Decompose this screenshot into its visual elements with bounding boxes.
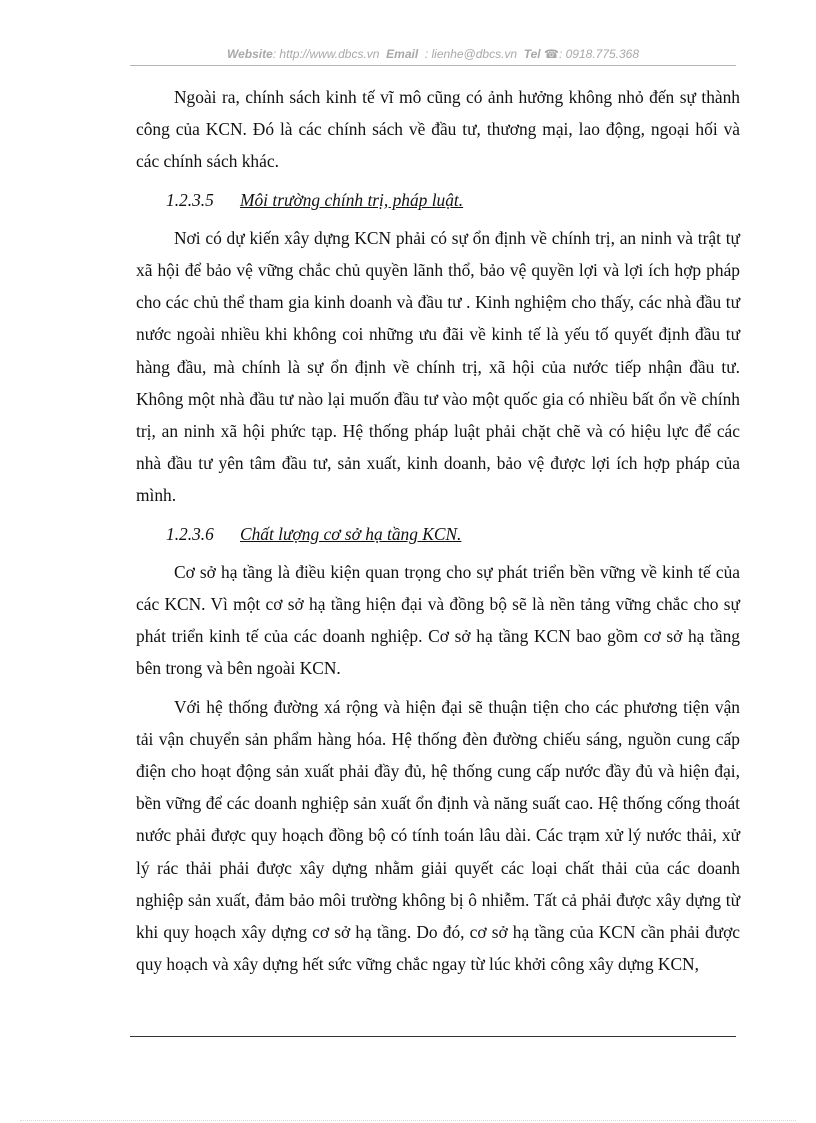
- tel-label: Tel: [523, 47, 541, 61]
- section-title: Chất lượng cơ sở hạ tầng KCN.: [240, 523, 462, 544]
- website-value: : http://www.dbcs.vn: [272, 47, 380, 61]
- paragraph-infrastructure-intro: Cơ sở hạ tầng là điều kiện quan trọng cho sự phát triển bền vững về kinh tế của các KCN. Vì một cơ sở hạ tầng hiện đại và đồng bộ sẽ là nền tảng vững chắc cho sự phát triển kinh tế của các doanh nghiệp. Cơ sở hạ tầng KCN bao gồm cơ sở hạ tầng bên trong và bên ngoài KCN.: [136, 561, 740, 679]
- document-body: [136, 81, 740, 986]
- section-title: Môi trường chính trị, pháp luật.: [240, 189, 464, 210]
- website-label: Website: [226, 47, 273, 61]
- tel-value: : 0918.775.368: [558, 47, 640, 61]
- page-header: [130, 47, 736, 61]
- footer-divider: [130, 1036, 736, 1037]
- page-bottom-edge: [20, 1120, 796, 1121]
- paragraph-political-legal: Nơi có dự kiến xây dựng KCN phải có sự ổn định về chính trị, an ninh và trật tự xã hội để bảo vệ vững chắc chủ quyền lãnh thổ, bảo vệ quyền lợi và lợi ích hợp pháp cho các chủ thể tham gia kinh doanh và đầu tư . Kinh nghiệm cho thấy, các nhà đầu tư nước ngoài nhiều khi không coi những ưu đãi về kinh tế là yếu tố quyết định đầu tư hàng đầu, mà chính là sự ổn định về chính trị, xã hội của nước tiếp nhận đầu tư. Không một nhà đầu tư nào lại muốn đầu tư vào một quốc gia có nhiều bất ổn về chính trị, an ninh xã hội phức tạp. Hệ thống pháp luật phải chặt chẽ và có hiệu lực để các nhà đầu tư yên tâm đầu tư, sản xuất, kinh doanh, bảo vệ được lợi ích hợp pháp của mình.: [136, 227, 740, 506]
- header-divider: [130, 65, 736, 66]
- paragraph-infrastructure-details: Với hệ thống đường xá rộng và hiện đại sẽ thuận tiện cho các phương tiện vận tải vận chuyển sản phẩm hàng hóa. Hệ thống đèn đường chiếu sáng, nguồn cung cấp điện cho hoạt động sản xuất phải đầy đủ, hệ thống cung cấp nước đầy đủ và hiện đại, bền vững để các doanh nghiệp sản xuất ổn định và năng suất cao. Hệ thống cống thoát nước phải được quy hoạch đồng bộ có tính toán lâu dài. Các trạm xử lý nước thải, xử lý rác thải phải được xây dựng nhằm giải quyết các loại chất thải của các doanh nghiệp sản xuất, đảm bảo môi trường không bị ô nhiễm. Tất cả phải được xây dựng từ khi quy hoạch xây dựng cơ sở hạ tầng. Do đó, cơ sở hạ tầng của KCN cần phải được quy hoạch và xây dựng hết sức vững chắc ngay từ lúc khởi công xây dựng KCN,: [136, 696, 740, 975]
- paragraph-macro-policy: Ngoài ra, chính sách kinh tế vĩ mô cũng có ảnh hưởng không nhỏ đến sự thành công của KCN. Đó là các chính sách về đầu tư, thương mại, lao động, ngoại hối và các chính sách khác.: [136, 87, 740, 172]
- phone-icon: ☎: [544, 47, 559, 61]
- section-heading-1-2-3-6: [136, 518, 740, 550]
- section-number: 1.2.3.6: [166, 523, 214, 544]
- section-number: 1.2.3.5: [166, 189, 214, 210]
- email-label: Email: [386, 47, 419, 61]
- email-value: : lienhe@dbcs.vn: [424, 47, 518, 61]
- section-heading-1-2-3-5: [136, 184, 740, 216]
